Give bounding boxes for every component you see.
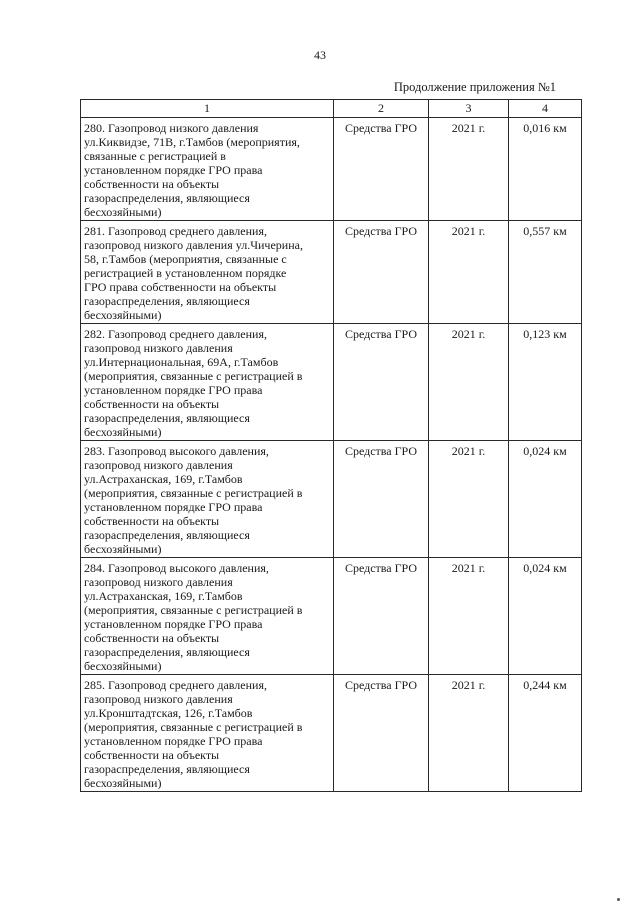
description-line: (мероприятия, связанные с регистрацией в (84, 603, 303, 617)
description-line: бесхозяйными) (84, 425, 162, 439)
table-row (81, 441, 582, 558)
description-line: 281. Газопровод среднего давления, (84, 224, 267, 238)
description-line: газораспределения, являющиеся (84, 645, 250, 659)
continuation-title: Продолжение приложения №1 (393, 80, 556, 94)
header-col-4: 4 (509, 100, 582, 118)
cell-funding-source: Средства ГРО (334, 675, 429, 792)
description-line: (мероприятия, связанные с регистрацией в (84, 369, 303, 383)
description-line: 285. Газопровод среднего давления, (84, 678, 267, 692)
description-line: собственности на объекты (84, 177, 220, 191)
table-row (81, 675, 582, 792)
cell-length: 0,016 км (509, 118, 582, 221)
cell-funding-source: Средства ГРО (334, 441, 429, 558)
cell-year: 2021 г. (429, 324, 509, 441)
page-number: 43 (314, 48, 326, 62)
cell-funding-source: Средства ГРО (334, 558, 429, 675)
cell-year: 2021 г. (429, 441, 509, 558)
description-line: ул.Кронштадтская, 126, г.Тамбов (84, 706, 253, 720)
description-line: газопровод низкого давления (84, 341, 233, 355)
description-line: собственности на объекты (84, 514, 220, 528)
cell-length: 0,024 км (509, 441, 582, 558)
description-line: 58, г.Тамбов (мероприятия, связанные с (84, 252, 287, 266)
cell-description (81, 221, 334, 324)
description-line: бесхозяйными) (84, 659, 162, 673)
description-line: газопровод низкого давления (84, 575, 233, 589)
table-row (81, 558, 582, 675)
description-line: ГРО права собственности на объекты (84, 280, 277, 294)
description-line: (мероприятия, связанные с регистрацией в (84, 486, 303, 500)
description-line: установленном порядке ГРО права (84, 500, 263, 514)
table-row (81, 221, 582, 324)
description-line: газопровод низкого давления ул.Чичерина, (84, 238, 303, 252)
description-line: бесхозяйными) (84, 308, 162, 322)
cell-year: 2021 г. (429, 675, 509, 792)
description-line: ул.Киквидзе, 71В, г.Тамбов (мероприятия, (84, 135, 300, 149)
description-line: ул.Интернациональная, 69А, г.Тамбов (84, 355, 279, 369)
description-line: установленном порядке ГРО права (84, 734, 263, 748)
cell-description (81, 558, 334, 675)
cell-description (81, 675, 334, 792)
cell-description (81, 441, 334, 558)
table-row (81, 324, 582, 441)
cell-length: 0,557 км (509, 221, 582, 324)
cell-year: 2021 г. (429, 221, 509, 324)
description-line: регистрацией в установленном порядке (84, 266, 287, 280)
table-header-row (81, 100, 582, 118)
table-body (81, 118, 582, 792)
header-col-1: 1 (81, 100, 334, 118)
scan-dot (617, 898, 620, 901)
description-line: газораспределения, являющиеся (84, 762, 250, 776)
cell-description (81, 324, 334, 441)
cell-funding-source: Средства ГРО (334, 221, 429, 324)
description-line: газораспределения, являющиеся (84, 191, 250, 205)
cell-length: 0,024 км (509, 558, 582, 675)
description-line: газораспределения, являющиеся (84, 294, 250, 308)
header-col-2: 2 (334, 100, 429, 118)
description-line: установленном порядке ГРО права (84, 383, 263, 397)
description-line: 282. Газопровод среднего давления, (84, 327, 267, 341)
description-line: установленном порядке ГРО права (84, 617, 263, 631)
description-line: газопровод низкого давления (84, 458, 233, 472)
description-line: 283. Газопровод высокого давления, (84, 444, 269, 458)
table-row (81, 118, 582, 221)
cell-year: 2021 г. (429, 118, 509, 221)
description-line: 284. Газопровод высокого давления, (84, 561, 269, 575)
cell-year: 2021 г. (429, 558, 509, 675)
description-line: бесхозяйными) (84, 542, 162, 556)
description-line: ул.Астраханская, 169, г.Тамбов (84, 472, 243, 486)
header-col-3: 3 (429, 100, 509, 118)
appendix-table (80, 99, 582, 792)
description-line: 280. Газопровод низкого давления (84, 121, 259, 135)
description-line: собственности на объекты (84, 748, 220, 762)
description-line: газопровод низкого давления (84, 692, 233, 706)
description-line: (мероприятия, связанные с регистрацией в (84, 720, 303, 734)
description-line: собственности на объекты (84, 631, 220, 645)
cell-description (81, 118, 334, 221)
description-line: газораспределения, являющиеся (84, 528, 250, 542)
description-line: бесхозяйными) (84, 776, 162, 790)
cell-length: 0,244 км (509, 675, 582, 792)
cell-funding-source: Средства ГРО (334, 324, 429, 441)
description-line: ул.Астраханская, 169, г.Тамбов (84, 589, 243, 603)
description-line: связанные с регистрацией в (84, 149, 226, 163)
description-line: установленном порядке ГРО права (84, 163, 263, 177)
description-line: газораспределения, являющиеся (84, 411, 250, 425)
description-line: бесхозяйными) (84, 205, 162, 219)
cell-length: 0,123 км (509, 324, 582, 441)
description-line: собственности на объекты (84, 397, 220, 411)
cell-funding-source: Средства ГРО (334, 118, 429, 221)
